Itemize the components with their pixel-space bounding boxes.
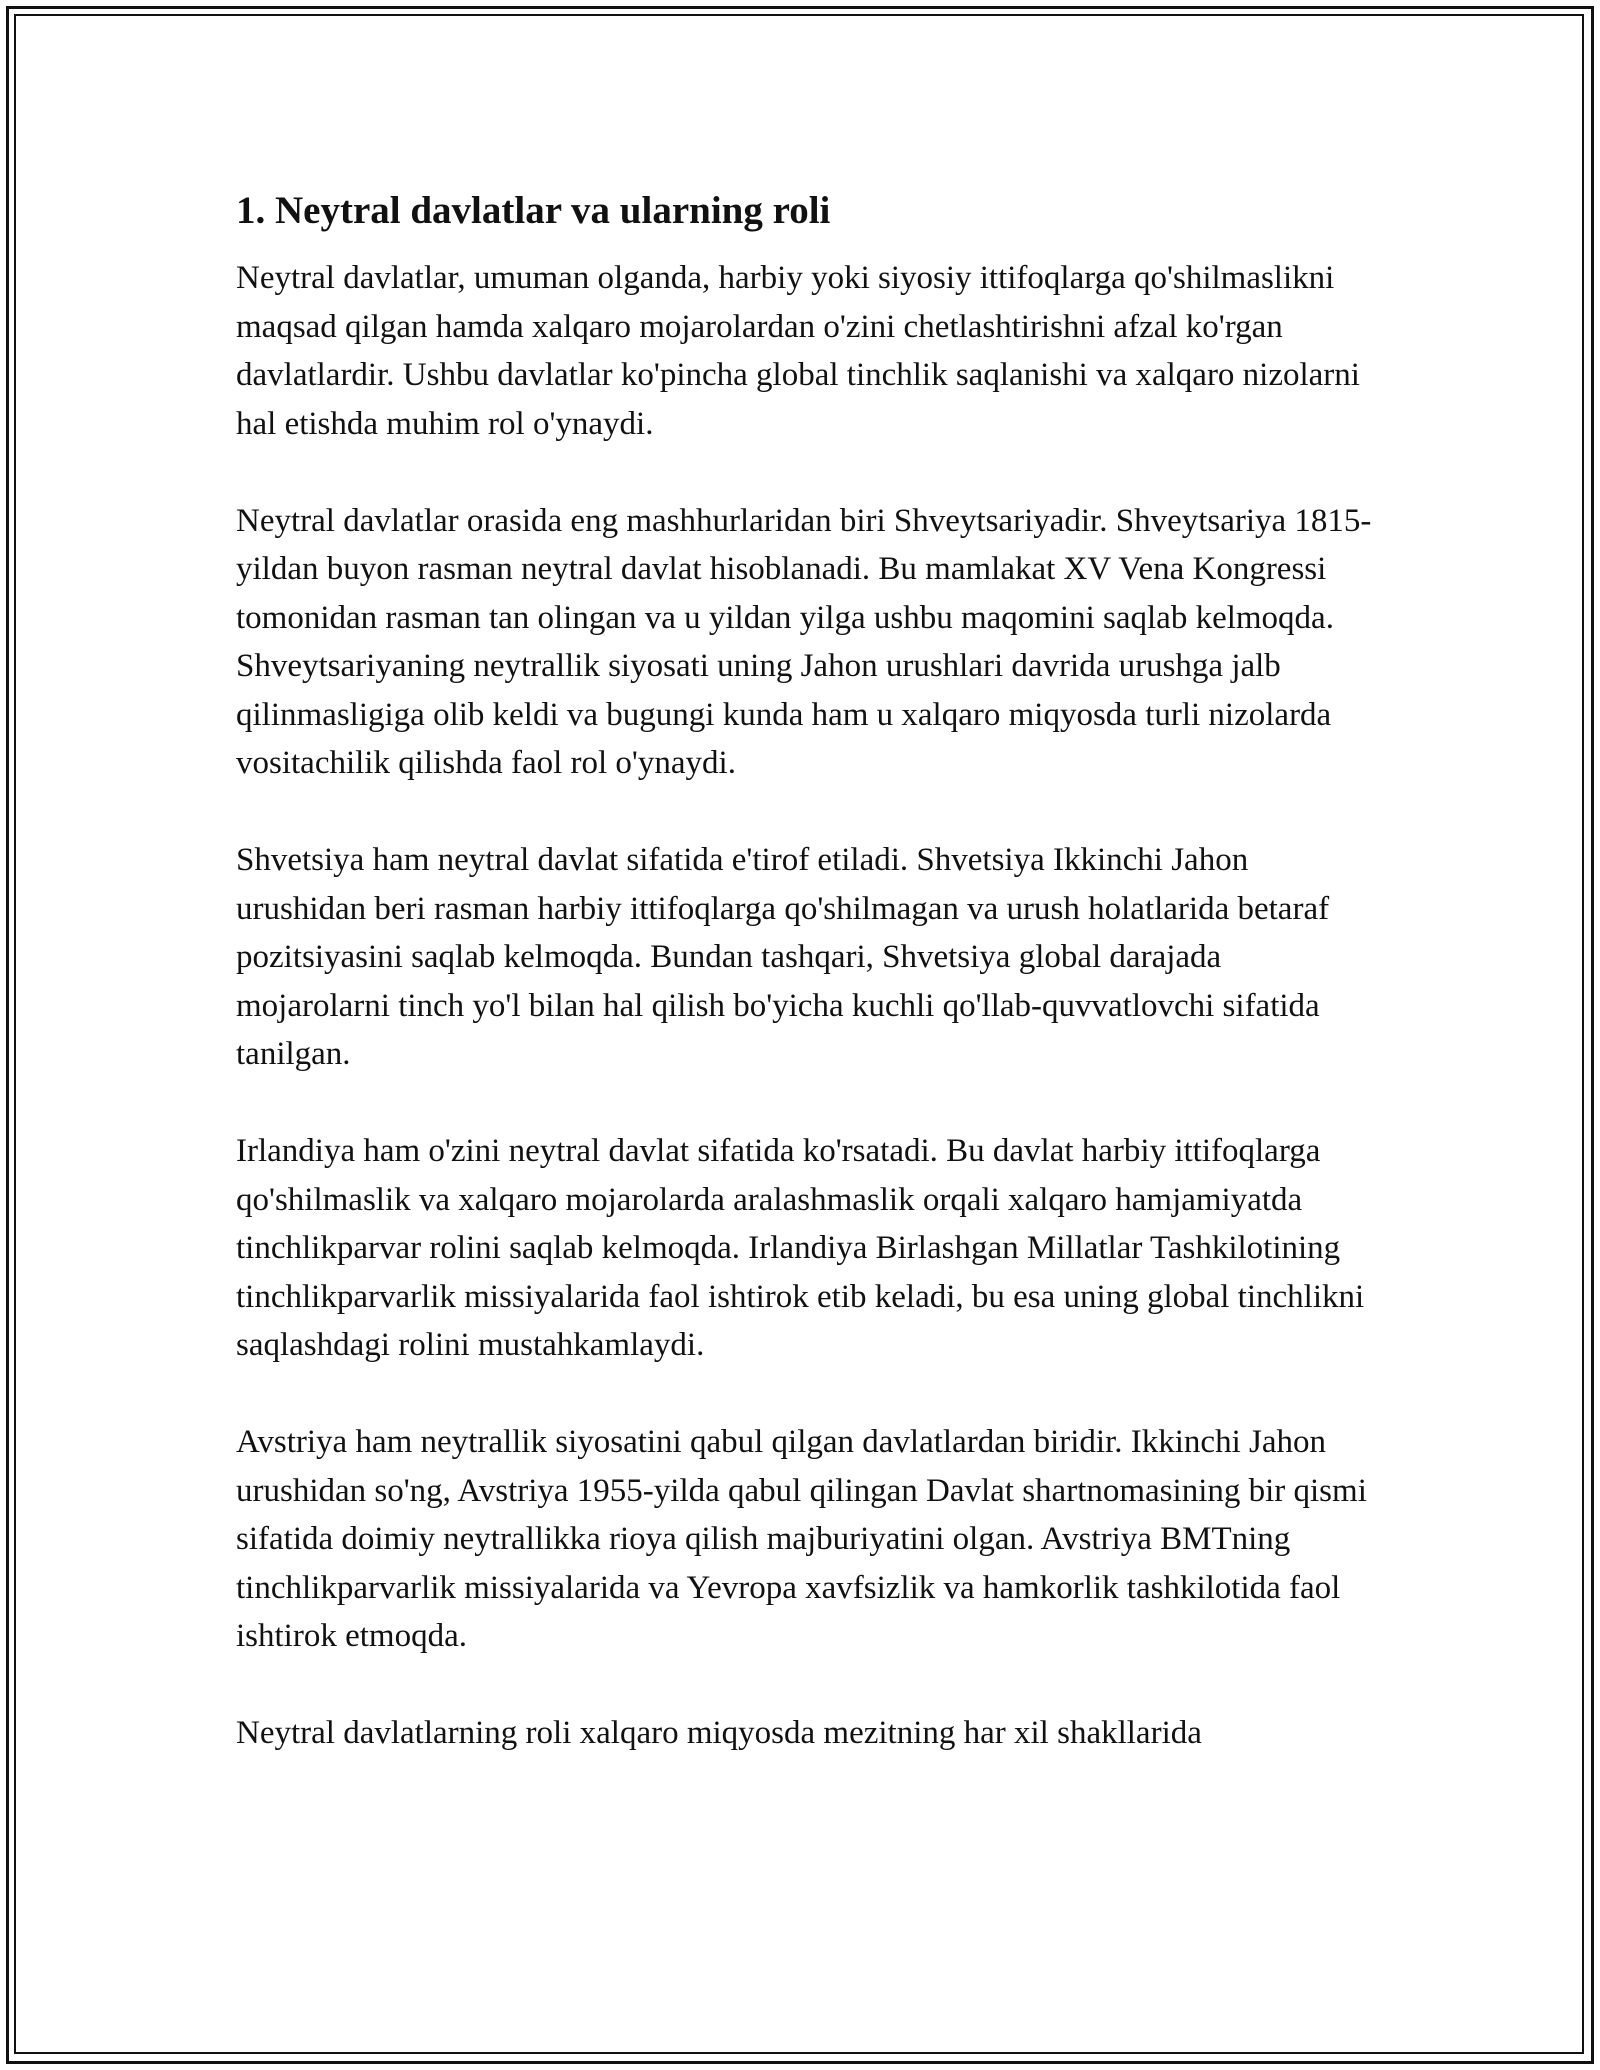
paragraph-role: Neytral davlatlarning roli xalqaro miqyosda mezitning har xil shakllarida: [236, 1715, 1202, 1751]
paragraph-intro: Neytral davlatlar, umuman olganda, harbiy yoki siyosiy ittifoqlarga qo'shilmaslikni maqsad qilgan hamda xalqaro mojarolardan o'zini chetlashtirishni afzal ko'rgan davlatlardir. Ushbu davlatlar ko'pincha global tinchlik saqlanishi va xalqaro nizolarni hal etishda muhim rol o'ynaydi.: [236, 260, 1360, 442]
paragraph-ireland: Irlandiya ham o'zini neytral davlat sifatida ko'rsatadi. Bu davlat harbiy ittifoqlarga qo'shilmaslik va xalqaro mojarolarda aralashmaslik orqali xalqaro hamjamiyatda tinchlikparvar rolini saqlab kelmoqda. Irlandiya Birlashgan Millatlar Tashkilotining tinchlikparvarlik missiyalarida faol ishtirok etib keladi, bu esa uning global tinchlikni saqlashdagi rolini mustahkamlaydi.: [236, 1133, 1365, 1363]
paragraph-switzerland: Neytral davlatlar orasida eng mashhurlaridan biri Shveytsariyadir. Shveytsariya 1815-yildan buyon rasman neytral davlat hisoblanadi. Bu mamlakat XV Vena Kongressi tomonidan rasman tan olingan va u yildan yilga ushbu maqomini saqlab kelmoqda. Shveytsariyaning neytrallik siyosati uning Jahon urushlari davrida urushga jalb qilinmasligiga olib keldi va bugungi kunda ham u xalqaro miqyosda turli nizolarda vositachilik qilishda faol rol o'ynaydi.: [236, 502, 1372, 781]
section-heading: 1. Neytral davlatlar va ularning roli: [236, 189, 831, 232]
document-body: [236, 186, 1376, 1806]
paragraph-austria: Avstriya ham neytrallik siyosatini qabul qilgan davlatlardan biridir. Ikkinchi Jahon urushidan so'ng, Avstriya 1955-yilda qabul qilingan Davlat shartnomasining bir qismi sifatida doimiy neytrallikka rioya qilish majburiyatini olgan. Avstriya BMTning tinchlikparvarlik missiyalarida va Yevropa xavfsizlik va hamkorlik tashkilotida faol ishtirok etmoqda.: [236, 1424, 1367, 1654]
paragraph-sweden: Shvetsiya ham neytral davlat sifatida e'tirof etiladi. Shvetsiya Ikkinchi Jahon urushidan beri rasman harbiy ittifoqlarga qo'shilmagan va urush holatlarida betaraf pozitsiyasini saqlab kelmoqda. Bundan tashqari, Shvetsiya global darajada mojarolarni tinch yo'l bilan hal qilish bo'yicha kuchli qo'llab-quvvatlovchi sifatida tanilgan.: [236, 842, 1330, 1072]
